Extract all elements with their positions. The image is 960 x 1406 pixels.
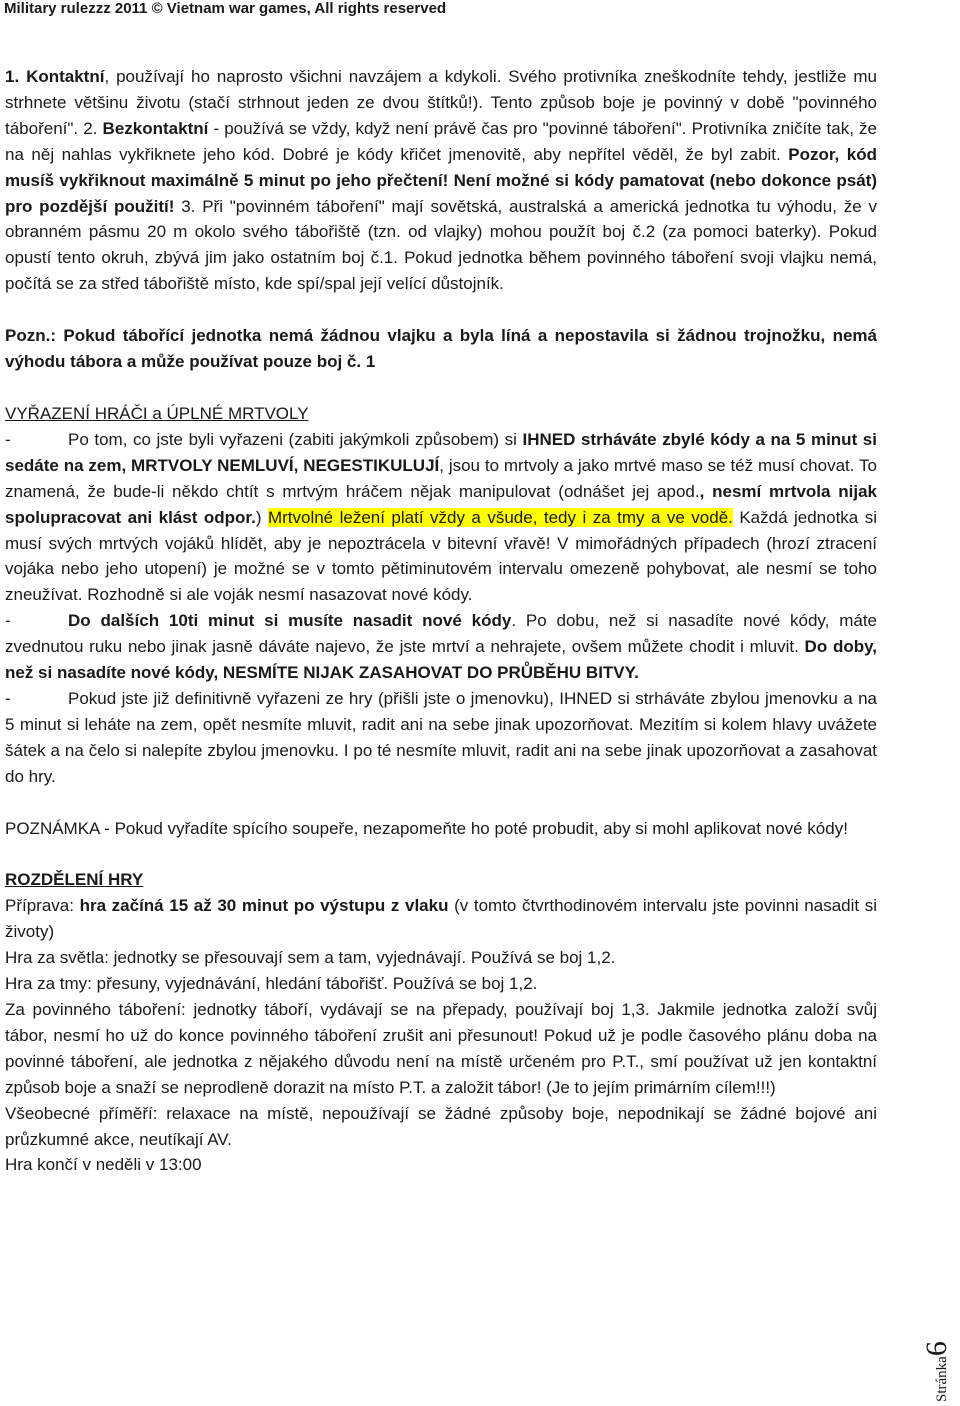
remark-paragraph: POZNÁMKA - Pokud vyřadíte spícího soupeře, nezapomeňte ho poté probudit, aby si mohl aplikovat nové kódy! [5,818,848,838]
bullet-1-text-a: Po tom, co jste byli vyřazeni (zabiti jakýmkoli způsobem) si [68,429,523,449]
document-body [5,64,877,1178]
bullet-3-text: Pokud jste již definitivně vyřazeni ze hry (přišli jste o jmenovku), IHNED si strháváte zbylou jmenovku a na 5 minut si lehátе na zem, opět nesmíte mluvit, radit ani na sebe jinak upozorňovat. Mezitím si kolem hlavy uvážete šátek a na čelo si nalepíte zbylou jmenovku. I po té nesmíte mluvit, radit ani na sebe jinak upozorňovat a zasahovat do hry. [5,688,877,786]
page-number [920,1341,954,1402]
section-heading-game-division [5,867,877,893]
ceasefire-paragraph: Všeobecné příměří: relaxace na místě, nepoužívají se žádné způsoby boje, nepodnikají se žádné bojové ani průzkumné akce, neutíkají AV. [5,1103,877,1149]
note-label: Pozn. [5,326,51,346]
bullet-2-text-c: Do doby, než si nasadíte nové kódy, NESMÍTE NIJAK ZASAHOVAT DO PRŮBĚHU BITVY. [5,637,878,683]
bullet-dash: - [5,688,11,708]
page-number-value: 6 [920,1341,953,1357]
daylight-paragraph: Hra za světla: jednotky se přesouvají sem a tam, vyjednávají. Používá se boj 1,2. [5,948,616,968]
eliminated-bullet-3 [5,686,877,790]
section-heading-eliminated [5,401,877,427]
preparation-label: Příprava: [5,896,80,916]
bullet-2-text-a: Do dalších 10ti minut si musíte nasadit nové kódy [68,611,512,631]
camping-paragraph: Za povinného táboření: jednotky táboří, vydávají se na přepady, používají boj 1,3. Jakmile jednotka založí svůj tábor, nesmí ho už do konce povinného táboření zrušit ani přesunout! Pokud už je podle časového plánu doba na povinné táboření, ale jednotka z nějakého důvodu není na místě určeném pro P.T., smí používat už jen kontaktní způsob boje a snaží se neprodleně dorazit na místo P.T. a založit tábor! (Je to jejím primárním cílem!!!) [5,1000,877,1097]
bullet-dash: - [5,429,11,449]
rule-1-text: , používají ho naprosto všichni navzájem a kdykoli. Svého protivníka zneškodníte tehdy, jestliže mu strhnete většinu životu (stačí strhnout jeden ze dvou štítků!). Tento způsob boje je povinný v době "povinného táboření". 2. [5,67,877,138]
rule-2-warning: Pozor, kód musíš vykřiknout maximálně 5 minut po jeho přečtení! Není možné si kódy pamatovat (nebo dokonce psát) pro pozdější použití! [5,144,877,216]
heading-text: VYŘAZENÍ HRÁČI a ÚPLNÉ MRTVOLY [5,403,309,423]
note-paragraph [5,323,877,375]
preparation-paragraph [5,893,877,945]
eliminated-bullet-1 [5,427,877,608]
rule-1-label: 1. Kontaktní [5,67,105,86]
eliminated-bullet-2 [5,608,877,686]
bullet-2-text-b: . Po dobu, než si nasadíte nové kódy, máte zvednutou ruku nebo jinak jasně dáváte najevo, že jste mrtví a nehrajete, ovšem můžete chodit i mluvit. [5,611,877,657]
bullet-1-text-c: , jsou to mrtvoly a jako mrtvé maso se též musí chovat. To znamená, že bude-li někdo chtít s mrtvým hráčem nějak manipulovat (odnášet jej apod. [5,455,877,501]
rule-3-text: 3. Při "povinném táboření" mají sovětská, australská a americká jednotka tu výhodu, že v obranném pásmu 20 m okolo svého tábořiště (tzn. od vlajky) mohou použít boj č.2 (za pomoci baterky). Pokud opustí tento okruh, zbývá jim jako ostatním boj č.1. Pokud jednotka během povinného táboření svoji vlajku nemá, počítá se za střed tábořiště místo, kde spí/spal její velící důstojník. [5,196,877,294]
combat-rules-paragraph [5,64,877,297]
bullet-1-text-b: IHNED strháváte zbylé kódy a na 5 minut si sedáte na zem, MRTVOLY NEMLUVÍ, NEGESTIKULUJÍ [5,429,877,475]
page-label: Stránka [934,1356,950,1402]
bullet-dash: - [5,611,11,631]
page-header: Military rulezzz 2011 © Vietnam war games, All rights reserved [4,0,447,17]
preparation-rest: (v tomto čtvrthodinovém intervalu jste povinni nasadit si životy) [5,896,877,942]
note-text: : Pokud tábořící jednotka nemá žádnou vlajku a byla líná a nepostavila si žádnou trojnožku, nemá výhodu tábora a může používat pouze boj č. 1 [5,326,877,372]
page-footer [920,1302,958,1402]
preparation-bold: hra začíná 15 až 30 minut po výstupu z vlaku [79,896,449,916]
heading-text: ROZDĚLENÍ HRY [5,870,144,890]
rule-2-label: Bezkontaktní [102,118,209,138]
rule-2-text: - používá se vždy, když není právě čas pro "povinné táboření". Protivníka zničíte tak, že na něj nahlas vykřiknete jeho kód. Dobré je kódy křičet jmenovitě, aby nepřítel věděl, že byl zabit. [5,118,877,164]
bullet-1-text-e: ) [255,507,268,527]
highlighted-text: Mrtvolné ležení platí vždy a všude, tedy i za tmy a ve vodě. [267,507,733,527]
bullet-1-text-d: , nesmí mrtvola nijak spolupracovat ani klást odpor. [5,481,877,527]
bullet-1-text-g: Každá jednotka si musí svých mrtvých vojáků hlídět, aby je nepoztrácela v bitevní vřavě! V mimořádných případech (hrozí ztracení vojáka nebo jeho utopení) je možné se v tomto pětiminutovém intervalu omezeně pohybovat, ale nesmí se toho zneužívat. Rozhodně si ale voják nesmí nasazovat nové kódy. [5,507,877,605]
night-paragraph: Hra za tmy: přesuny, vyjednávání, hledání tábořišť. Používá se boj 1,2. [5,974,538,994]
end-paragraph: Hra končí v neděli v 13:00 [5,1155,202,1175]
